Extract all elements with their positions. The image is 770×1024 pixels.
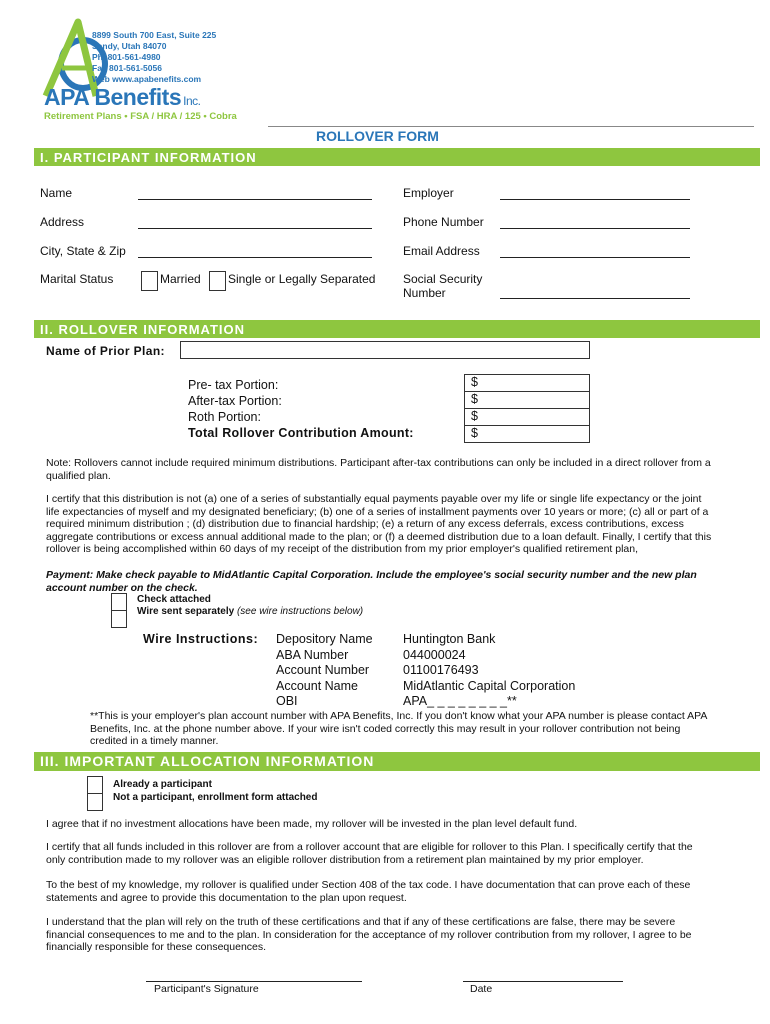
aftertax-amount[interactable] [465,392,589,409]
web-line: Web www.apabenefits.com [92,74,202,84]
portion-labels [188,377,414,441]
employer-label: Employer [403,186,454,200]
total-label: Total Rollover Contribution Amount: [188,426,414,440]
wire-label-depository: Depository Name [276,632,373,646]
qualified-text: To the best of my knowledge, my rollover is qualified under Section 408 of the tax code. I have documentation that can prove each of these statements and agree to provide this documentation to the plan upon request. [46,879,691,904]
marital-label: Marital Status [40,272,114,286]
default-fund-text: I agree that if no investment allocations have been made, my rollover will be invested in the plan level default fund. [46,818,578,830]
payment-instructions: Payment: Make check payable to MidAtlantic Capital Corporation. Include the employee's social security number and the new plan account number on the check. [46,569,697,594]
phone-label: Phone Number [403,215,484,229]
already-participant-label: Already a participant [113,779,212,790]
married-label: Married [160,272,201,286]
address-line: Sandy, Utah 84070 [92,41,167,51]
not-participant-checkbox[interactable] [87,793,103,811]
section-2-title: II. ROLLOVER INFORMATION [40,322,246,337]
total-amount[interactable] [465,426,589,442]
wire-sent-text: Wire sent separately [137,606,235,617]
section-3-bar [34,752,760,771]
eligible-rollover-text: I certify that all funds included in this rollover are from a rollover account that are eligible for rollover to this Plan. I specifically certify that the only contribution made to my rollover was an eligible rollover distribution from a retirement plan maintained by my prior employer. [46,841,693,866]
check-attached-checkbox[interactable] [111,593,127,611]
dollar-sign: $ [471,426,478,440]
amount-table [464,374,590,443]
dollar-sign: $ [471,375,478,389]
form-title: ROLLOVER FORM [316,128,439,144]
section-1-bar [34,148,760,166]
roth-label: Roth Portion: [188,410,261,424]
section-2-bar [34,320,760,338]
ssn-field[interactable] [500,298,690,299]
wire-footnote: **This is your employer's plan account number with APA Benefits, Inc. If you don't know what your APA number is please contact APA Benefits, Inc. at the phone number above. If your wire isn't coded correctly this may result in your rollover contribution not being credited in a timely manner. [90,710,707,747]
prior-plan-input[interactable] [180,341,590,359]
signature-line[interactable] [146,981,362,982]
section-1-title: I. PARTICIPANT INFORMATION [40,150,257,165]
certification-text: I certify that this distribution is not (a) one of a series of substantially equal payments payable over my life or single life expectancy or the joint life expectancies of myself and my designated beneficiary; (b) one of a series of installment payments over 10 years or more; (c) all or part of a required minimum distribution ; (d) distribution due to financial hardship; (e) a return of any excess deferrals, excess contributions, excess aggregate contributions or excess annual additional made to the plan; or (f) a deemed distribution due to a loan default. Finally, I certify that this rollover is being accomplished within 60 days of my receipt of the distribution from my prior employer's qualified retirement plan, [46,493,712,555]
wire-label-account-number: Account Number [276,663,370,678]
name-field[interactable] [138,199,372,200]
wire-instructions-title: Wire Instructions: [143,632,259,646]
wire-value-depository: Huntington Bank [403,632,496,646]
company-address [92,30,216,85]
company-suffix: Inc. [183,94,201,108]
company-name-text: APA Benefits [44,84,182,110]
wire-value-account-number: 01100176493 [403,663,479,678]
company-name [44,84,200,111]
wire-sent-checkbox[interactable] [111,610,127,628]
aftertax-label: After-tax Portion: [188,394,282,408]
wire-label-obi: OBI [276,694,298,709]
name-label: Name [40,186,73,200]
section-3-title: III. IMPORTANT ALLOCATION INFORMATION [40,753,375,769]
prior-plan-label: Name of Prior Plan: [46,344,165,358]
pretax-label: Pre- tax Portion: [188,378,279,392]
company-tagline: Retirement Plans • FSA / HRA / 125 • Cobra [44,111,237,122]
wire-values [403,632,575,710]
check-attached-label: Check attached [137,594,211,605]
address-label: Address [40,215,85,229]
married-checkbox[interactable] [141,271,158,291]
wire-value-aba: 044000024 [403,647,466,662]
email-field[interactable] [500,257,690,258]
phone-field[interactable] [500,228,690,229]
wire-sent-label [137,606,363,617]
wire-label-account-name: Account Name [276,678,358,693]
header-rule [268,126,754,127]
wire-value-obi: APA_ _ _ _ _ _ _ _** [403,694,517,709]
address-line: 8899 South 700 East, Suite 225 [92,30,217,40]
employer-field[interactable] [500,199,690,200]
already-participant-checkbox[interactable] [87,776,103,794]
roth-amount[interactable] [465,409,589,426]
pretax-amount[interactable] [465,375,589,392]
not-participant-label: Not a participant, enrollment form attached [113,792,318,803]
signature-label: Participant's Signature [154,983,259,995]
phone-line: Ph. 801-561-4980 [92,52,161,62]
single-checkbox[interactable] [209,271,226,291]
city-label: City, State & Zip [40,244,126,258]
fax-line: Fax 801-561-5056 [92,63,162,73]
single-label: Single or Legally Separated [228,272,376,286]
wire-sent-note: (see wire instructions below) [236,606,364,617]
rollover-note: Note: Rollovers cannot include required minimum distributions. Participant after-tax contributions can only be included in a direct rollover from a qualified plan. [46,457,711,482]
address-field[interactable] [138,228,372,229]
wire-label-aba: ABA Number [276,647,349,662]
dollar-sign: $ [471,392,478,406]
date-line[interactable] [463,981,623,982]
ssn-label-line2: Number [403,286,446,300]
wire-value-account-name: MidAtlantic Capital Corporation [403,678,576,693]
responsibility-text: I understand that the plan will rely on the truth of these certifications and that if any of these certifications are false, there may be severe financial consequences to me and to the plan. In consideration for the acceptance of my rollover contribution from my rollover, I agree to be financially responsible for these consequences. [46,916,692,953]
dollar-sign: $ [471,409,478,423]
email-label: Email Address [403,244,480,258]
ssn-label [403,272,482,300]
city-field[interactable] [138,257,372,258]
wire-labels [276,632,373,710]
date-label: Date [470,983,493,995]
ssn-label-line1: Social Security [403,272,483,286]
